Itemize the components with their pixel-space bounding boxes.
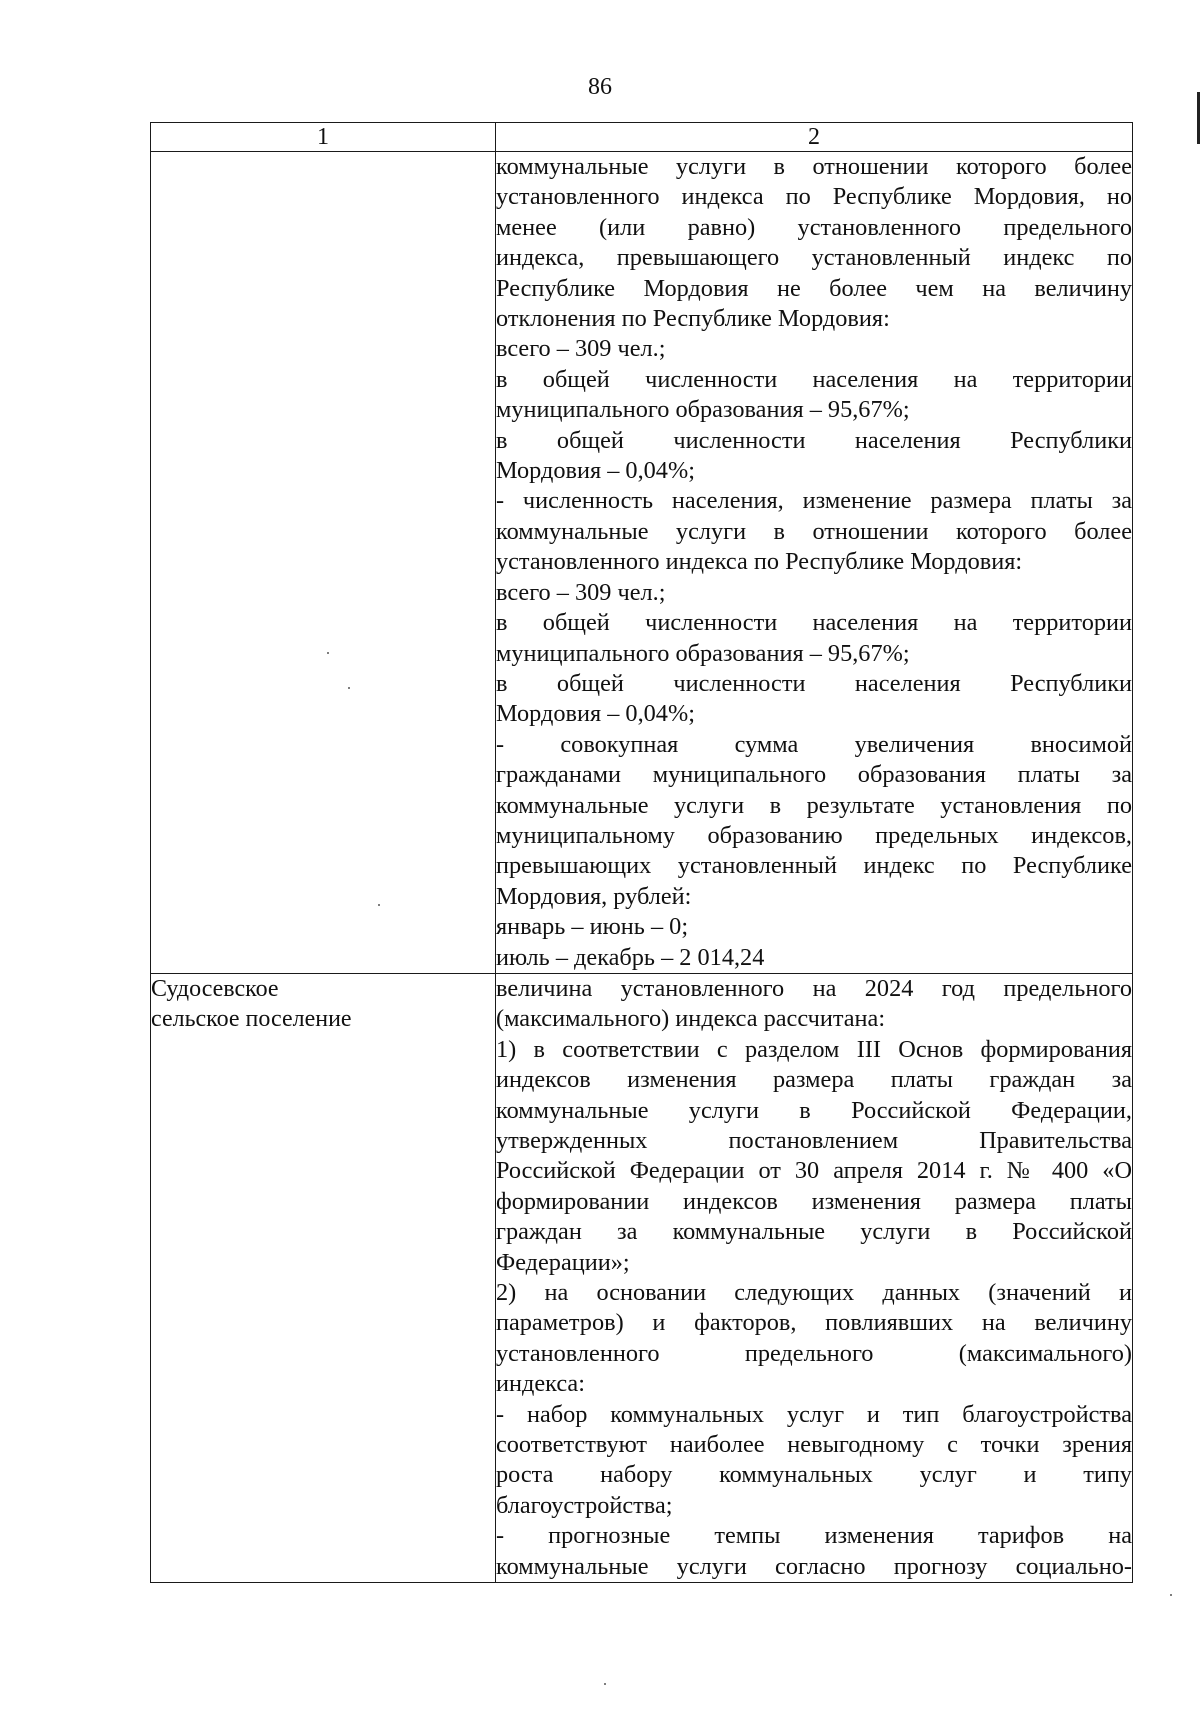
text-line: индексов изменения размера платы граждан за — [496, 1066, 1132, 1094]
text-line: - прогнозные темпы изменения тарифов на — [496, 1522, 1132, 1550]
text-line: 1) в соответствии с разделом III Основ формирования — [496, 1035, 1132, 1063]
text-line: - совокупная сумма увеличения вносимой — [496, 730, 1132, 758]
text-line: июль – декабрь – 2 014,24 — [496, 943, 765, 971]
region-cell — [151, 152, 496, 974]
column-header: 1 — [151, 123, 496, 152]
text-line: коммунальные услуги согласно прогнозу социально- — [496, 1552, 1132, 1580]
scan-speck — [348, 687, 350, 689]
text-line: индекса, превышающего установленный индекс по — [496, 244, 1132, 272]
description-cell — [496, 152, 1133, 974]
region-cell — [151, 973, 496, 1582]
text-line: параметров) и факторов, повлиявших на величину — [496, 1309, 1132, 1337]
page-number: 86 — [588, 74, 612, 100]
text-line: Мордовия – 0,04%; — [496, 457, 695, 485]
text-line: коммунальные услуги в Российской Федерации, — [496, 1096, 1132, 1124]
text-line: Мордовия, рублей: — [496, 882, 692, 910]
region-name-line: сельское поселение — [151, 1005, 352, 1032]
text-line: соответствуют наиболее невыгодному с точки зрения — [496, 1431, 1132, 1459]
description-cell — [496, 973, 1133, 1582]
scan-speck — [1170, 1594, 1172, 1596]
text-line: муниципальному образованию предельных индексов, — [496, 821, 1132, 849]
table-row — [151, 973, 1133, 1582]
text-line: гражданами муниципального образования платы за — [496, 761, 1132, 789]
text-line: Мордовия – 0,04%; — [496, 700, 695, 728]
text-line: в общей численности населения на территории — [496, 609, 1132, 637]
document-table — [150, 122, 1133, 1583]
text-line: муниципального образования – 95,67%; — [496, 639, 910, 667]
text-line: (максимального) индекса рассчитана: — [496, 1005, 886, 1033]
text-line: Федерации»; — [496, 1248, 630, 1276]
text-line: величина установленного на 2024 год предельного — [496, 974, 1132, 1002]
text-line: индекса: — [496, 1370, 585, 1398]
region-name-line: Судосевское — [151, 975, 279, 1002]
text-line: коммунальные услуги в результате установления по — [496, 791, 1132, 819]
text-line: установленного индекса по Республике Мордовия: — [496, 548, 1023, 576]
text-line: отклонения по Республике Мордовия: — [496, 305, 890, 333]
text-line: - численность населения, изменение размера платы за — [496, 487, 1132, 515]
text-line: муниципального образования – 95,67%; — [496, 396, 910, 424]
text-line: Республике Мордовия не более чем на величину — [496, 274, 1132, 302]
text-line: роста набору коммунальных услуг и типу — [496, 1461, 1132, 1489]
table-row — [151, 152, 1133, 974]
text-line: всего – 309 чел.; — [496, 578, 666, 606]
text-line: коммунальные услуги в отношении которого более — [496, 153, 1132, 180]
text-line: коммунальные услуги в отношении которого более — [496, 517, 1132, 545]
text-line: в общей численности населения на территории — [496, 365, 1132, 393]
text-line: в общей численности населения Республики — [496, 426, 1132, 454]
text-line: 2) на основании следующих данных (значений и — [496, 1279, 1132, 1307]
scan-speck — [378, 904, 380, 906]
text-line: благоустройства; — [496, 1491, 673, 1519]
text-line: установленного индекса по Республике Мордовия, но — [496, 183, 1132, 211]
text-line: превышающих установленный индекс по Республике — [496, 852, 1132, 880]
scan-speck — [327, 652, 329, 654]
text-line: менее (или равно) установленного предельного — [496, 213, 1132, 241]
text-line: - набор коммунальных услуг и тип благоустройства — [496, 1400, 1132, 1428]
table-header-row — [151, 123, 1133, 152]
scan-speck — [604, 1683, 606, 1685]
text-line: Российской Федерации от 30 апреля 2014 г. № 400 «О — [496, 1157, 1132, 1185]
text-line: граждан за коммунальные услуги в Российской — [496, 1218, 1132, 1246]
text-line: в общей численности населения Республики — [496, 669, 1132, 697]
column-header: 2 — [496, 123, 1133, 152]
text-line: утвержденных постановлением Правительства — [496, 1127, 1132, 1154]
text-line: всего – 309 чел.; — [496, 335, 666, 363]
text-line: формировании индексов изменения размера платы — [496, 1187, 1132, 1215]
text-line: январь – июнь – 0; — [496, 913, 689, 941]
text-line: установленного предельного (максимального) — [496, 1339, 1132, 1367]
